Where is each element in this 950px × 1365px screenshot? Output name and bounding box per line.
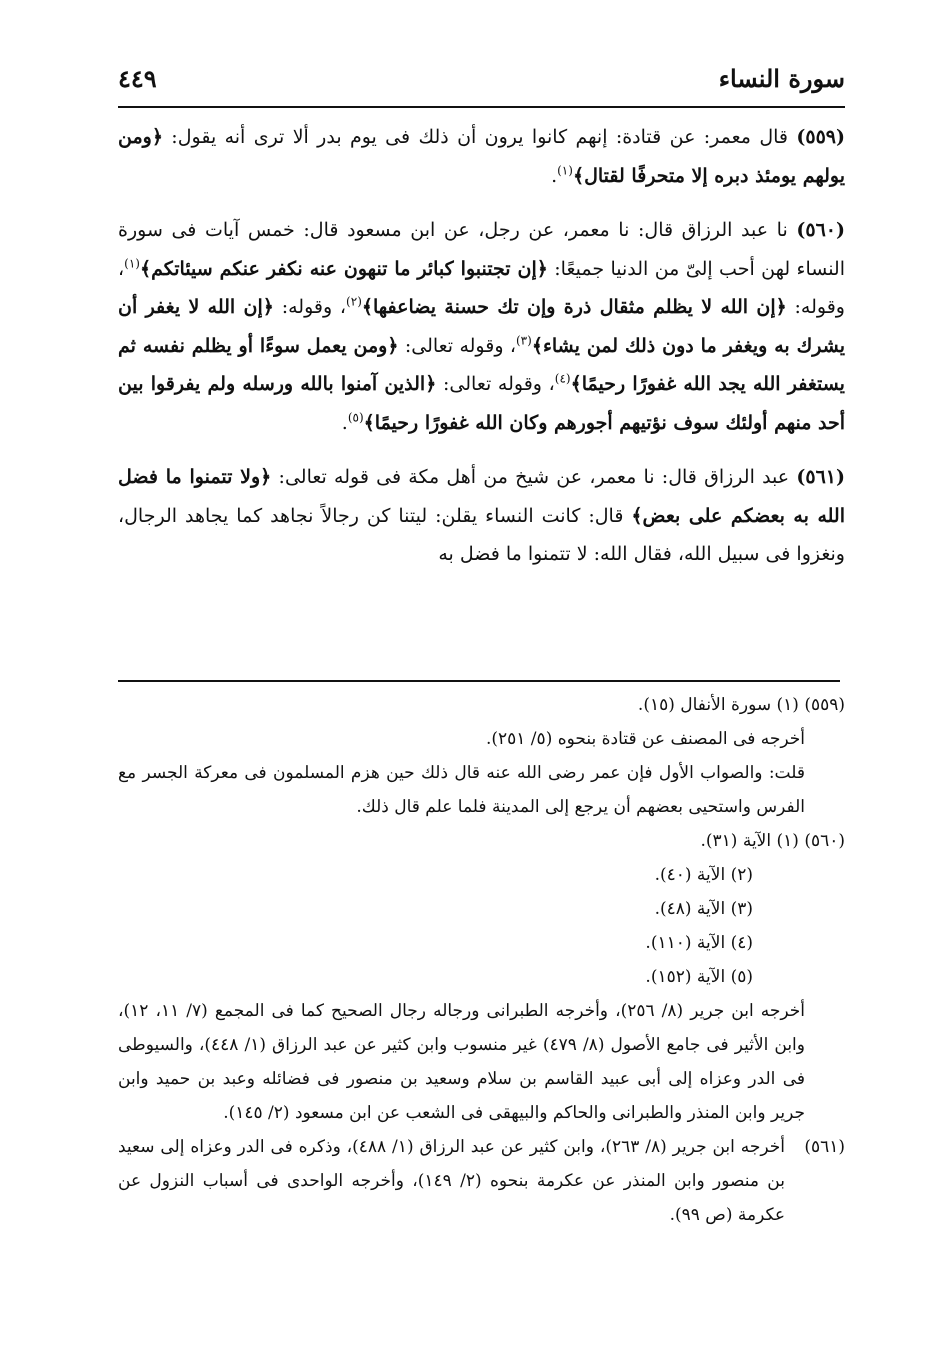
hadith-560 [118, 211, 845, 442]
hadith-text: نا عبد الرزاق قال: نا معمر، عن رجل، عن ابن مسعود قال: خمس آيات فى سورة النساء لهن أحب إلىّ من الدنيا جميعًا: [118, 219, 845, 280]
footnote-560-1: (٥٦٠) (١) الآية (٣١). [700, 831, 845, 851]
hadith-561 [118, 458, 845, 574]
footnote-560-3: (٣) الآية (٤٨). [654, 899, 753, 919]
main-text [118, 118, 845, 590]
page-number: ٤٤٩ [118, 64, 157, 93]
footnote-559-source: أخرجه فى المصنف عن قتادة بنحوه (٥/ ٢٥١). [485, 729, 805, 749]
footnote-560-5: (٥) الآية (١٥٢). [645, 967, 753, 987]
footnote-560-4: (٤) الآية (١١٠). [645, 933, 753, 953]
footnote-marker: (٢) [346, 294, 362, 309]
hadith-text: ، وقوله: [118, 257, 845, 318]
hadith-text: ، وقوله تعالى: [436, 373, 555, 395]
footnote-marker: (١) [557, 163, 573, 178]
hadith-number: (٥٦١) [796, 466, 845, 488]
footnote-561-label: (٥٦١) [804, 1137, 845, 1157]
footnote-561-source: أخرجه ابن جرير (٨/ ٢٦٣)، وابن كثير عن عبد الرزاق (١/ ٤٨٨)، وذكره فى الدر وعزاه إلى سعيد بن منصور وابن المنذر عن عكرمة بنحوه (٢/ ١٤٩)، وأخرجه الواحدى فى أسباب النزول عن عكرمة (ص ٩٩). [118, 1137, 785, 1225]
footnotes [118, 688, 845, 1232]
running-header [118, 60, 845, 104]
quran-verse: ﴿إن الله لا يغفر أن يشرك به ويغفر ما دون ذلك لمن يشاء﴾ [118, 296, 845, 357]
hadith-text: قال معمر: عن قتادة: إنهم كانوا يرون أن ذلك فى يوم بدر ألا ترى أنه يقول: [162, 126, 797, 148]
hadith-number: (٥٦٠) [796, 219, 845, 241]
footnote-divider [118, 680, 840, 682]
hadith-text: . [551, 164, 558, 187]
hadith-number: (٥٥٩) [796, 126, 845, 148]
header-divider [118, 106, 845, 108]
footnote-560-2: (٢) الآية (٤٠). [654, 865, 753, 885]
footnote-marker: (٥) [347, 410, 364, 425]
footnote-marker: (٤) [554, 371, 571, 386]
quran-verse: ﴿ومن يعمل سوءًا أو يظلم نفسه ثم يستغفر الله يجد الله غفورًا رحيمًا﴾ [118, 334, 845, 395]
hadith-text: ، وقوله تعالى: [398, 334, 516, 357]
quran-verse: ﴿إن الله لا يظلم مثقال ذرة وإن تك حسنة يضاعفها﴾ [361, 296, 787, 318]
hadith-559 [118, 118, 845, 195]
hadith-text: قال: كانت النساء يقلن: ليتنا كن رجالاً نجاهد كما يجاهد الرجال، ونغزوا فى سبيل الله، فقال الله: لا تتمنوا ما فضل به [118, 504, 845, 565]
footnote-559-comment: قلت: والصواب الأول فإن عمر رضى الله عنه قال ذلك حين هزم المسلمون فى معركة الجسر مع الفرس واستحيى بعضهم أن يرجع إلى المدينة فلما علم قال ذلك. [118, 763, 805, 817]
footnote-559-1: (٥٥٩) (١) سورة الأنفال (١٥). [637, 695, 845, 715]
hadith-text: ، وقوله: [273, 296, 347, 318]
footnote-560-source: أخرجه ابن جرير (٨/ ٢٥٦)، وأخرجه الطبرانى ورجاله رجال الصحيح كما فى المجمع (٧/ ١١، ١٢)، وابن الأثير فى جامع الأصول (٨/ ٤٧٩) غير منسوب وابن كثير عن عبد الرزاق (١/ ٤٤٨)، والسيوطى فى الدر وعزاه إلى أبى عبيد القاسم بن سلام وسعيد بن منصور فى فضائله وعبد بن حميد وابن جرير وابن المنذر والطبرانى والحاكم والبيهقى فى الشعب عن ابن مسعود (٢/ ١٤٥). [118, 1001, 805, 1123]
footnote-marker: (٣) [515, 333, 532, 348]
quran-verse: ﴿ولا تتمنوا ما فضل الله به بعضكم على بعض﴾ [118, 466, 846, 527]
surah-title: سورة النساء [718, 64, 845, 93]
quran-verse: ﴿ومن يولهم يومئذ دبره إلا متحرفًا لقتال﴾ [118, 126, 845, 187]
quran-verse: ﴿إن تجتنبوا كبائر ما تنهون عنه نكفر عنكم سيئاتكم﴾ [139, 257, 548, 280]
footnote-561 [118, 1130, 845, 1232]
quran-verse: ﴿الذين آمنوا بالله ورسله ولم يفرقوا بين أحد منهم أولئك سوف نؤتيهم أجورهم وكان الله غفورًا رحيمًا﴾ [118, 373, 845, 434]
hadith-text: . [341, 411, 348, 434]
hadith-text: عبد الرزاق قال: نا معمر، عن شيخ من أهل مكة فى قوله تعالى: [271, 466, 797, 488]
footnote-marker: (١) [124, 256, 140, 271]
